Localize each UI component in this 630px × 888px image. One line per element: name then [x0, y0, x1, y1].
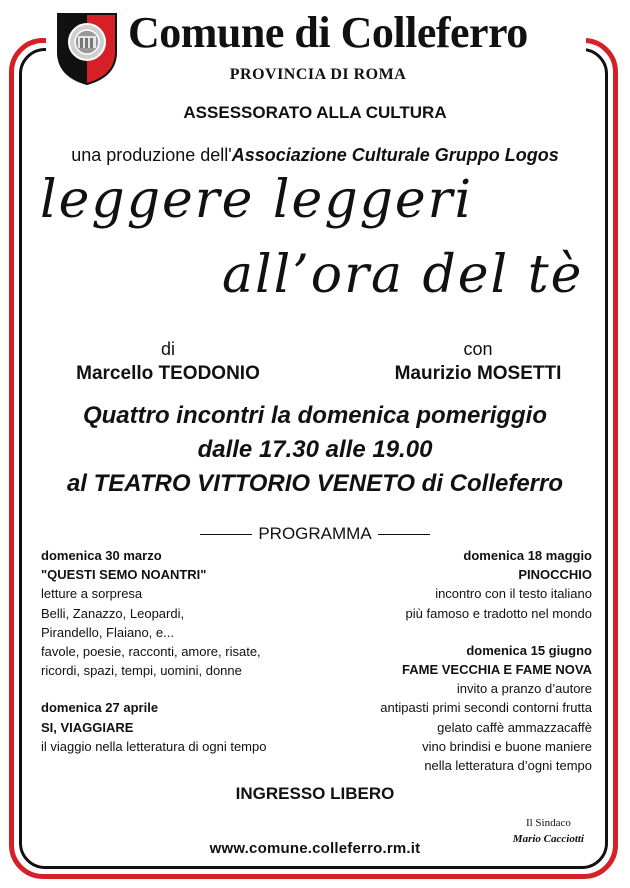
municipality-title: Comune di Colleferro — [128, 8, 528, 57]
program-entry — [41, 698, 266, 756]
program-line: Pirandello, Flaiano, e... — [41, 624, 174, 640]
program-line: incontro con il testo italiano — [435, 586, 592, 602]
production-prefix: una produzione dell' — [71, 145, 232, 165]
program-line: più famoso e tradotto nel mondo — [405, 605, 592, 621]
department-heading: ASSESSORATO ALLA CULTURA — [183, 103, 447, 122]
program-line: gelato caffè ammazzacaffè — [437, 719, 592, 735]
author-name: Marcello TEODONIO — [76, 363, 260, 384]
program-date: domenica 30 marzo — [41, 548, 162, 563]
program-line: antipasti primi secondi contorni frutta — [380, 700, 592, 716]
program-date: domenica 15 giugno — [466, 642, 592, 658]
show-title-line-1: leggere leggeri — [40, 170, 474, 230]
program-title: "QUESTI SEMO NOANTRI" — [41, 567, 207, 583]
program-title: SI, VIAGGIARE — [41, 719, 134, 735]
production-organization: Associazione Culturale Gruppo Logos — [231, 145, 559, 165]
program-line: nella letteratura d’ogni tempo — [424, 758, 592, 774]
mayor-name: Mario Cacciotti — [512, 833, 584, 845]
program-line: ricordi, spazi, tempi, uomini, donne — [41, 663, 242, 679]
program-heading-label: PROGRAMMA — [258, 524, 372, 543]
program-entry — [380, 641, 592, 775]
heading-rule-right — [378, 534, 430, 535]
performer-prefix: con — [463, 339, 493, 359]
production-credit — [0, 145, 630, 166]
mayor-role: Il Sindaco — [525, 817, 571, 829]
program-line: letture a sorpresa — [41, 586, 143, 602]
program-title: FAME VECCHIA E FAME NOVA — [402, 662, 592, 678]
free-entry-notice: INGRESSO LIBERO — [235, 784, 395, 803]
program-column-left — [41, 546, 266, 756]
program-heading — [0, 524, 630, 544]
program-line: invito a pranzo d’autore — [456, 681, 592, 697]
program-line: favole, poesie, racconti, amore, risate, — [41, 644, 261, 660]
program-line: vino brindisi e buone maniere — [422, 738, 592, 754]
website-url[interactable]: www.comune.colleferro.rm.it — [209, 840, 421, 857]
coat-of-arms-crest — [56, 12, 118, 86]
event-blurb-line-3: al TEATRO VITTORIO VENETO di Colleferro — [66, 470, 564, 497]
program-line: Belli, Zanazzo, Leopardi, — [41, 605, 185, 621]
performer-credit — [372, 337, 584, 387]
author-credit — [58, 337, 278, 387]
show-title-line-2: all’ora del tè — [222, 245, 584, 305]
event-blurb-line-1: Quattro incontri la domenica pomeriggio — [82, 402, 548, 429]
program-date: domenica 27 aprile — [41, 700, 159, 716]
program-entry — [41, 546, 266, 680]
program-column-right — [380, 546, 592, 775]
program-title: PINOCCHIO — [518, 567, 592, 583]
performer-name: Maurizio MOSETTI — [394, 363, 562, 384]
program-date: domenica 18 maggio — [463, 548, 592, 563]
program-line: il viaggio nella letteratura di ogni tempo — [41, 738, 267, 754]
province-subtitle: PROVINCIA DI ROMA — [229, 66, 407, 83]
event-blurb-line-2: dalle 17.30 alle 19.00 — [197, 436, 433, 463]
program-entry — [380, 546, 592, 623]
heading-rule-left — [200, 534, 252, 535]
author-prefix: di — [160, 339, 175, 359]
